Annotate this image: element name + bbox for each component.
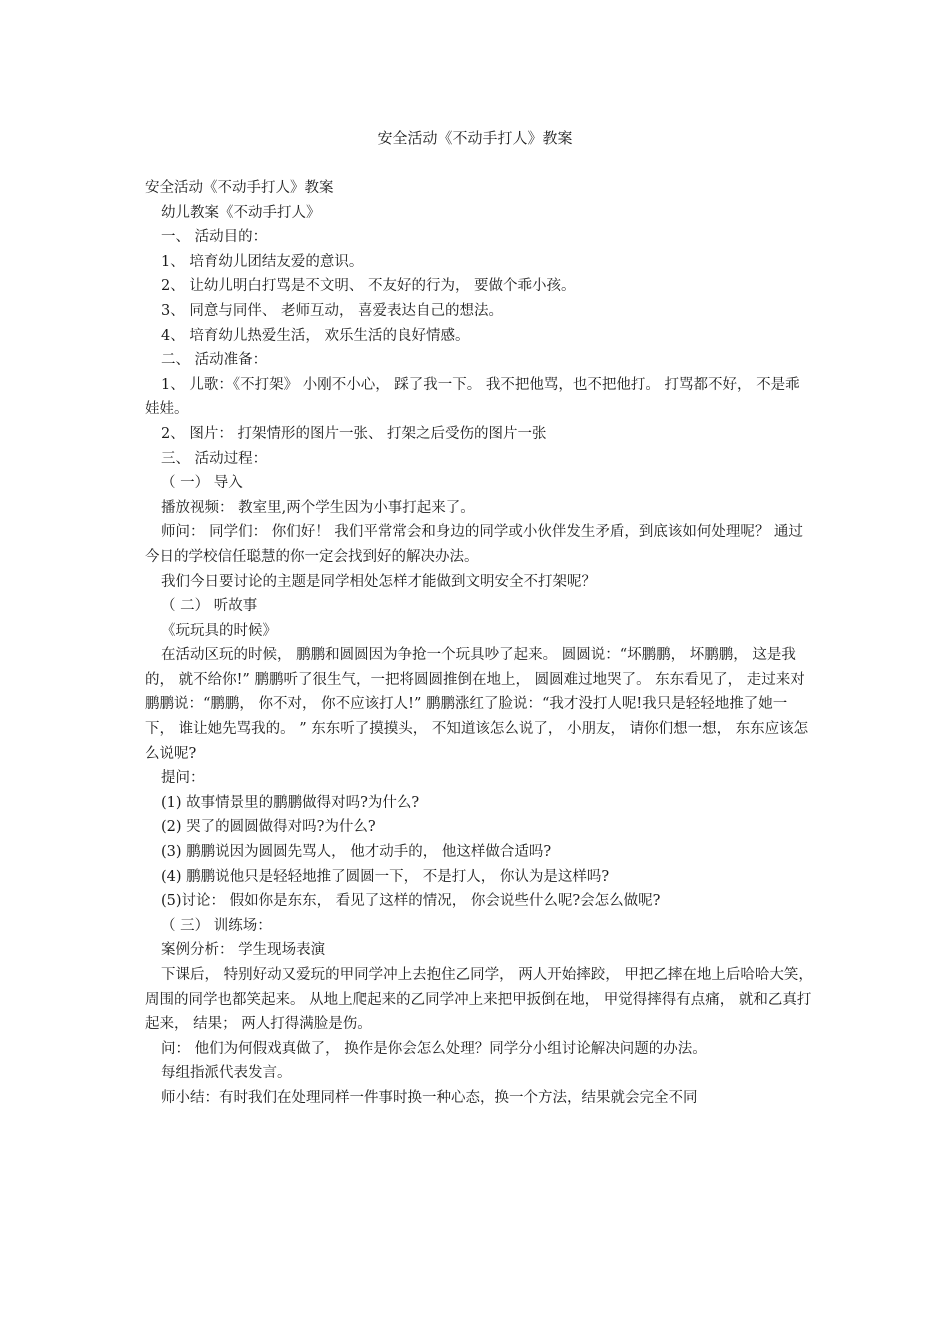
- question-item: (3) 鹏鹏说因为圆圆先骂人， 他才动手的， 他这样做合适吗?: [161, 844, 552, 861]
- paragraph: 师问： 同学们： 你们好！ 我们平常常会和身边的同学或小伙伴发生矛盾，到底该如何处理呢？ 通过今日的学校信任聪慧的你一定会找到好的解决办法。: [145, 524, 803, 565]
- paragraph: 我们今日要讨论的主题是同学相处怎样才能做到文明安全不打架呢？: [161, 573, 596, 590]
- paragraph: 安全活动《不动手打人》教案: [145, 180, 334, 196]
- paragraph: 播放视频： 教室里,两个学生因为小事打起来了。: [161, 499, 475, 516]
- subsection-heading: （ 二） 听故事: [161, 598, 258, 615]
- list-item: 4、 培育幼儿热爱生活， 欢乐生活的良好情感。: [161, 327, 470, 344]
- paragraph: 问： 他们为何假戏真做了， 换作是你会怎么处理？同学分小组讨论解决问题的办法。: [161, 1040, 707, 1057]
- section-heading: 一、 活动目的：: [161, 229, 268, 246]
- document-title: 安全活动《不动手打人》教案: [377, 129, 573, 147]
- list-item: 1、 儿歌：《不打架》 小刚不小心， 踩了我一下。 我不把他骂，也不把他打。 打骂都不好， 不是乖娃娃。: [145, 376, 800, 418]
- paragraph: 每组指派代表发言。: [161, 1065, 292, 1082]
- section-heading: 三、 活动过程：: [161, 450, 268, 467]
- list-item: 2、 让幼儿明白打骂是不文明、 不友好的行为， 要做个乖小孩。: [161, 278, 576, 295]
- list-item: 2、 图片： 打架情形的图片一张、 打架之后受伤的图片一张: [161, 425, 547, 442]
- paragraph: 下课后， 特别好动又爱玩的甲同学冲上去抱住乙同学， 两人开始摔跤， 甲把乙摔在地上后哈哈大笑， 周围的同学也都笑起来。 从地上爬起来的乙同学冲上来把甲扳倒在地， 甲觉得摔得有点痛， 就和乙真打起来， 结果； 两人打得满脸是伤。: [145, 967, 813, 1033]
- document-body: [145, 176, 813, 1111]
- question-item: (2) 哭了的圆圆做得对吗?为什么?: [161, 819, 376, 836]
- list-item: 1、 培育幼儿团结友爱的意识。: [161, 253, 364, 270]
- section-heading: 二、 活动准备：: [161, 352, 268, 369]
- question-item: (5)讨论： 假如你是东东， 看见了这样的情况， 你会说些什么呢?会怎么做呢?: [161, 893, 661, 910]
- paragraph: 提问：: [161, 770, 205, 787]
- list-item: 3、 同意与同伴、 老师互动， 喜爱表达自己的想法。: [161, 302, 504, 319]
- paragraph: 在活动区玩的时候， 鹏鹏和圆圆因为争抢一个玩具吵了起来。 圆圆说：“坏鹏鹏， 坏鹏鹏， 这是我的， 就不给你!” 鹏鹏听了很生气，一把将圆圆推倒在地上， 圆圆难过地哭了。 东东看见了， 走过来对鹏鹏说：“鹏鹏， 你不对， 你不应该打人!” 鹏鹏涨红了脸说：“我才没打人呢!我只是轻轻地推了她一下， 谁让她先骂我的。 ” 东东听了摸摸头， 不知道该怎么说了， 小朋友， 请你们想一想， 东东应该怎么说呢?: [145, 647, 809, 762]
- subsection-heading: （ 三） 训练场：: [161, 917, 272, 934]
- paragraph: 幼儿教案《不动手打人》: [161, 204, 321, 221]
- question-item: (4) 鹏鹏说他只是轻轻地推了圆圆一下， 不是打人， 你认为是这样吗?: [161, 868, 610, 885]
- question-item: (1) 故事情景里的鹏鹏做得对吗?为什么?: [161, 794, 420, 811]
- subsection-heading: （ 一） 导入: [161, 475, 243, 492]
- paragraph: 师小结：有时我们在处理同样一件事时换一种心态，换一个方法，结果就会完全不同: [161, 1089, 698, 1106]
- story-title: 《玩玩具的时候》: [161, 622, 277, 639]
- paragraph: 案例分析： 学生现场表演: [161, 942, 326, 959]
